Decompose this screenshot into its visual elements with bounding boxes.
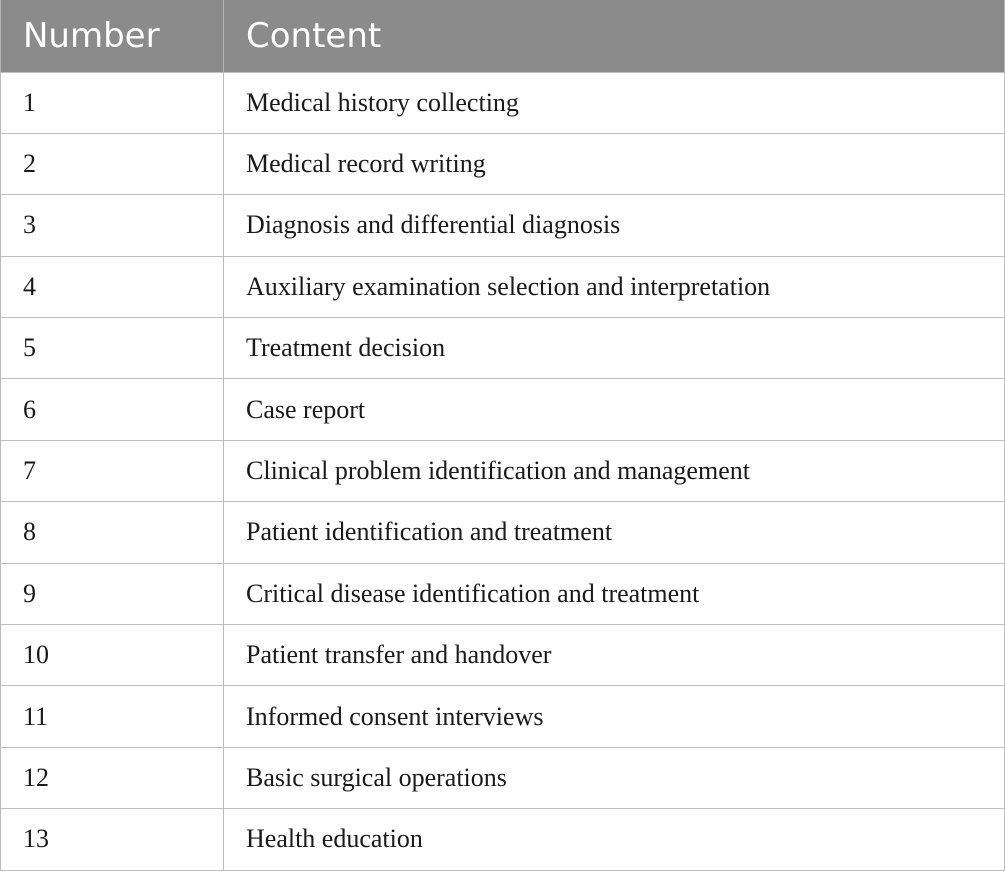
row-content: Patient transfer and handover — [224, 625, 1005, 686]
table-row — [1, 440, 1005, 501]
row-content: Patient identification and treatment — [224, 502, 1005, 563]
row-number: 3 — [1, 195, 224, 256]
row-number: 13 — [1, 809, 224, 870]
row-content: Auxiliary examination selection and interpretation — [224, 256, 1005, 317]
row-number: 12 — [1, 747, 224, 808]
row-number: 5 — [1, 318, 224, 379]
row-content: Basic surgical operations — [224, 747, 1005, 808]
table-row — [1, 318, 1005, 379]
row-content: Case report — [224, 379, 1005, 440]
row-number: 11 — [1, 686, 224, 747]
table-row — [1, 563, 1005, 624]
row-number: 7 — [1, 440, 224, 501]
table-header — [1, 0, 1005, 72]
row-number: 8 — [1, 502, 224, 563]
table-row — [1, 502, 1005, 563]
header-number: Number — [1, 0, 224, 72]
table-row — [1, 625, 1005, 686]
table-row — [1, 686, 1005, 747]
table-row — [1, 195, 1005, 256]
table-row — [1, 747, 1005, 808]
row-number: 6 — [1, 379, 224, 440]
row-content: Health education — [224, 809, 1005, 870]
table-body — [1, 72, 1005, 870]
table-row — [1, 133, 1005, 194]
row-content: Critical disease identification and treatment — [224, 563, 1005, 624]
header-content: Content — [224, 0, 1005, 72]
row-number: 9 — [1, 563, 224, 624]
row-content: Informed consent interviews — [224, 686, 1005, 747]
row-number: 2 — [1, 133, 224, 194]
table-row — [1, 256, 1005, 317]
header-row — [1, 0, 1005, 72]
row-content: Medical record writing — [224, 133, 1005, 194]
row-content: Treatment decision — [224, 318, 1005, 379]
table-row — [1, 809, 1005, 870]
table-row — [1, 379, 1005, 440]
row-number: 1 — [1, 72, 224, 133]
row-number: 4 — [1, 256, 224, 317]
row-number: 10 — [1, 625, 224, 686]
row-content: Diagnosis and differential diagnosis — [224, 195, 1005, 256]
table-row — [1, 72, 1005, 133]
row-content: Medical history collecting — [224, 72, 1005, 133]
row-content: Clinical problem identification and management — [224, 440, 1005, 501]
